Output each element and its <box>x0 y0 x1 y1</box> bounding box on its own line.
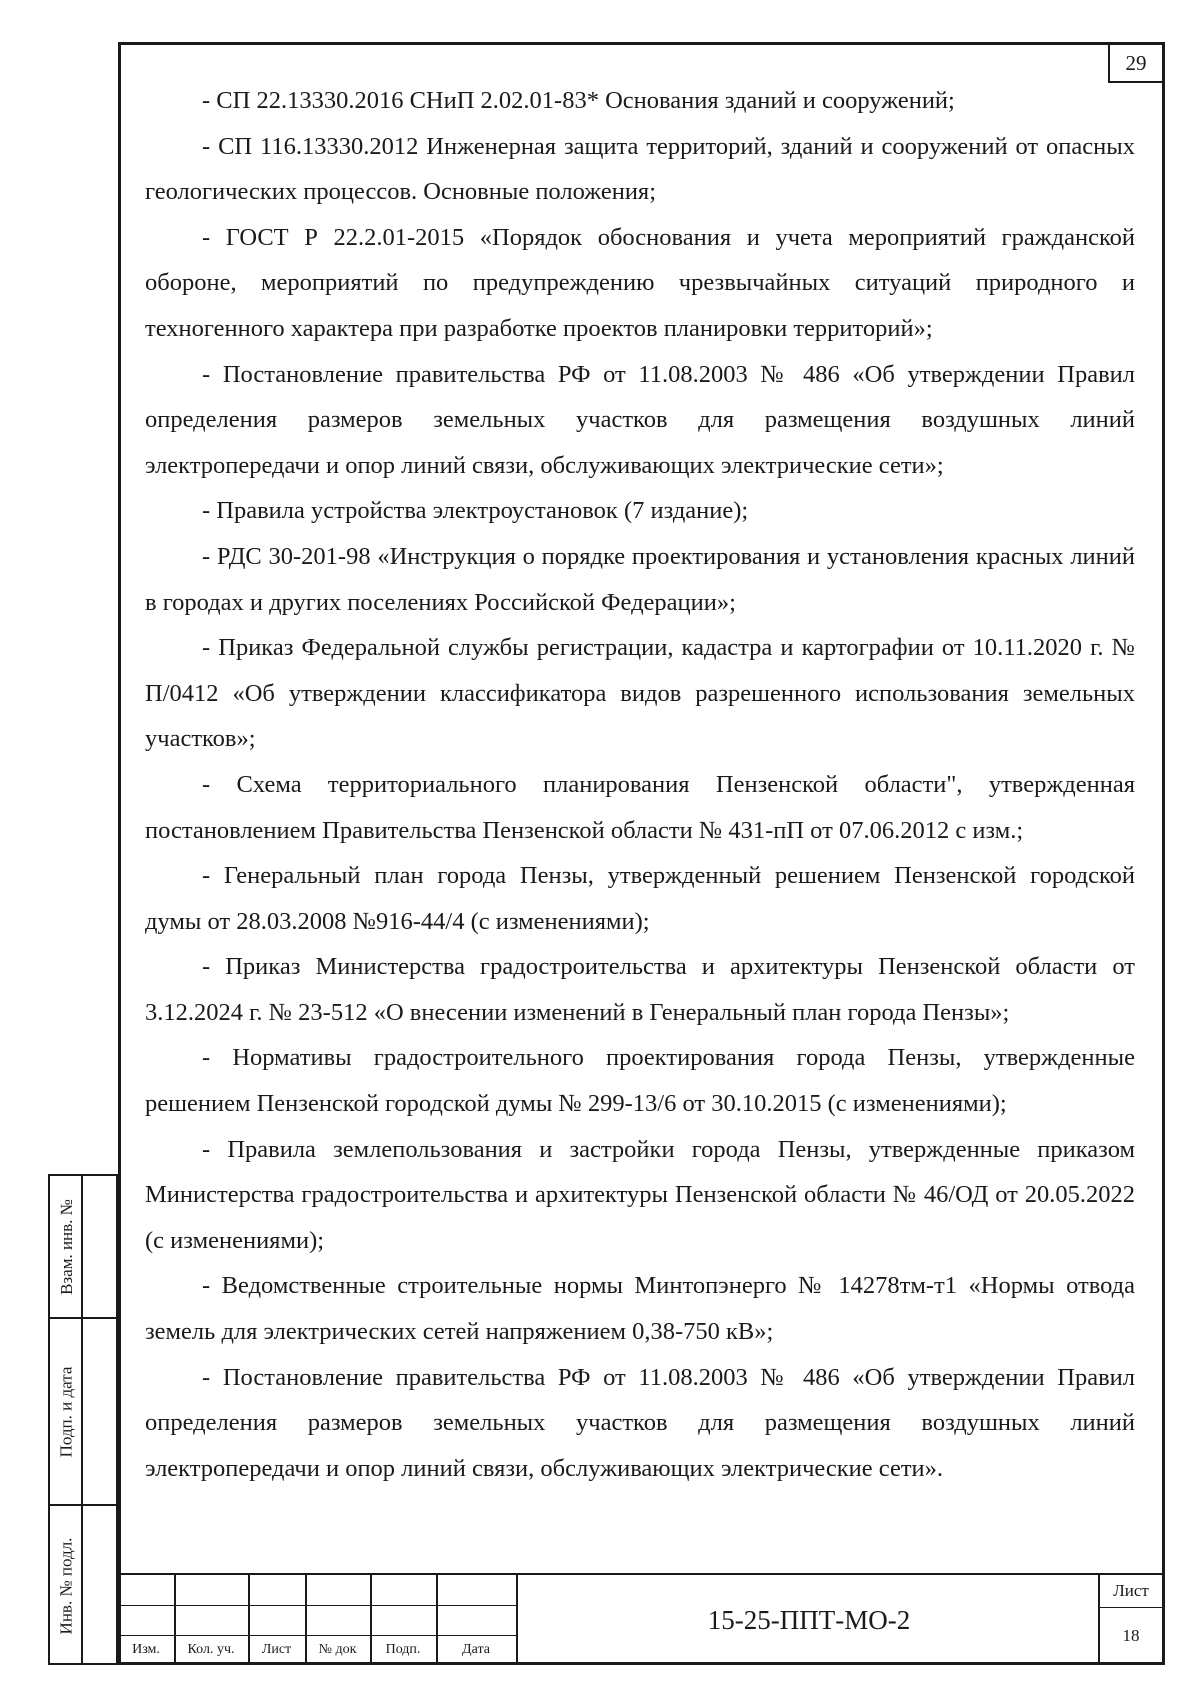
paragraph: - Постановление правительства РФ от 11.08.2003 № 486 «Об утверждении Правил определения размеров земельных участков для размещения воздушных линий электропередачи и опор линий связи, обслуживающих электрические сети»; <box>145 360 1135 479</box>
stamp-label-izm: Изм. <box>132 1642 160 1657</box>
paragraph: - СП 116.13330.2012 Инженерная защита территорий, зданий и сооружений от опасных геологических процессов. Основные положения; <box>145 132 1135 206</box>
stamp-label-n-dok: № док <box>318 1642 357 1657</box>
side-label-podp: Подп. и дата <box>56 1366 76 1457</box>
paragraph: - Ведомственные строительные нормы Минтопэнерго № 14278тм-т1 «Нормы отвода земель для электрических сетей напряжением 0,38-750 кВ»; <box>145 1272 1135 1346</box>
stamp-label-kol-uch: Кол. уч. <box>187 1642 235 1657</box>
stamp-label-data: Дата <box>462 1642 490 1657</box>
paragraph: - Приказ Министерства градостроительства и архитектуры Пензенской области от 3.12.2024 г. № 23-512 «О внесении изменений в Генеральный план города Пензы»; <box>145 953 1135 1026</box>
side-label-vzam: Взам. инв. № <box>56 1198 76 1295</box>
paragraph: - Нормативы градостроительного проектирования города Пензы, утвержденные решением Пензенской городской думы № 299-13/6 от 30.10.2015 (с изменениями); <box>145 1044 1135 1118</box>
side-stamp <box>48 1174 118 1665</box>
paragraph: - Правила землепользования и застройки города Пензы, утвержденные приказом Министерства градостроительства и архитектуры Пензенской области № 46/ОД от 20.05.2022 (с изменениями); <box>145 1135 1135 1254</box>
paragraph: - Приказ Федеральной службы регистрации, кадастра и картографии от 10.11.2020 г. № П/0412 «Об утверждении классификатора видов разрешенного использования земельных участков»; <box>145 634 1135 753</box>
stamp-divider <box>118 1605 516 1606</box>
side-divider <box>81 1176 83 1665</box>
title-block <box>118 1573 1165 1665</box>
document-code: 15-25-ППТ-МО-2 <box>707 1605 911 1635</box>
stamp-label-list: Лист <box>261 1642 292 1657</box>
page-number: 29 <box>1108 42 1165 83</box>
paragraph: - Правила устройства электроустановок (7 издание); <box>202 497 749 525</box>
side-label-inv: Инв. № подл. <box>56 1537 76 1634</box>
sheet-label: Лист <box>1113 1581 1149 1600</box>
stamp-label-podp: Подп. <box>385 1642 421 1657</box>
document-body <box>145 78 1135 1491</box>
paragraph: - СП 22.13330.2016 СНиП 2.02.01-83* Основания зданий и сооружений; <box>202 87 955 114</box>
paragraph: - РДС 30-201-98 «Инструкция о порядке проектирования и установления красных линий в городах и других поселениях Российской Федерации»; <box>145 542 1135 616</box>
paragraph: - Генеральный план города Пензы, утвержденный решением Пензенской городской думы от 28.03.2008 №916-44/4 (с изменениями); <box>145 862 1135 935</box>
paragraph: - ГОСТ Р 22.2.01-2015 «Порядок обоснования и учета мероприятий гражданской обороне, мероприятий по предупреждению чрезвычайных ситуаций природного и техногенного характера при разработке проектов планировки территорий»; <box>145 223 1135 342</box>
sheet-number: 18 <box>1122 1626 1140 1645</box>
paragraph: - Постановление правительства РФ от 11.08.2003 № 486 «Об утверждении Правил определения размеров земельных участков для размещения воздушных линий электропередачи и опор линий связи, обслуживающих электрические сети». <box>145 1363 1135 1482</box>
paragraph: - Схема территориального планирования Пензенской области", утвержденная постановлением Правительства Пензенской области № 431-пП от 07.06.2012 с изм.; <box>145 770 1135 844</box>
